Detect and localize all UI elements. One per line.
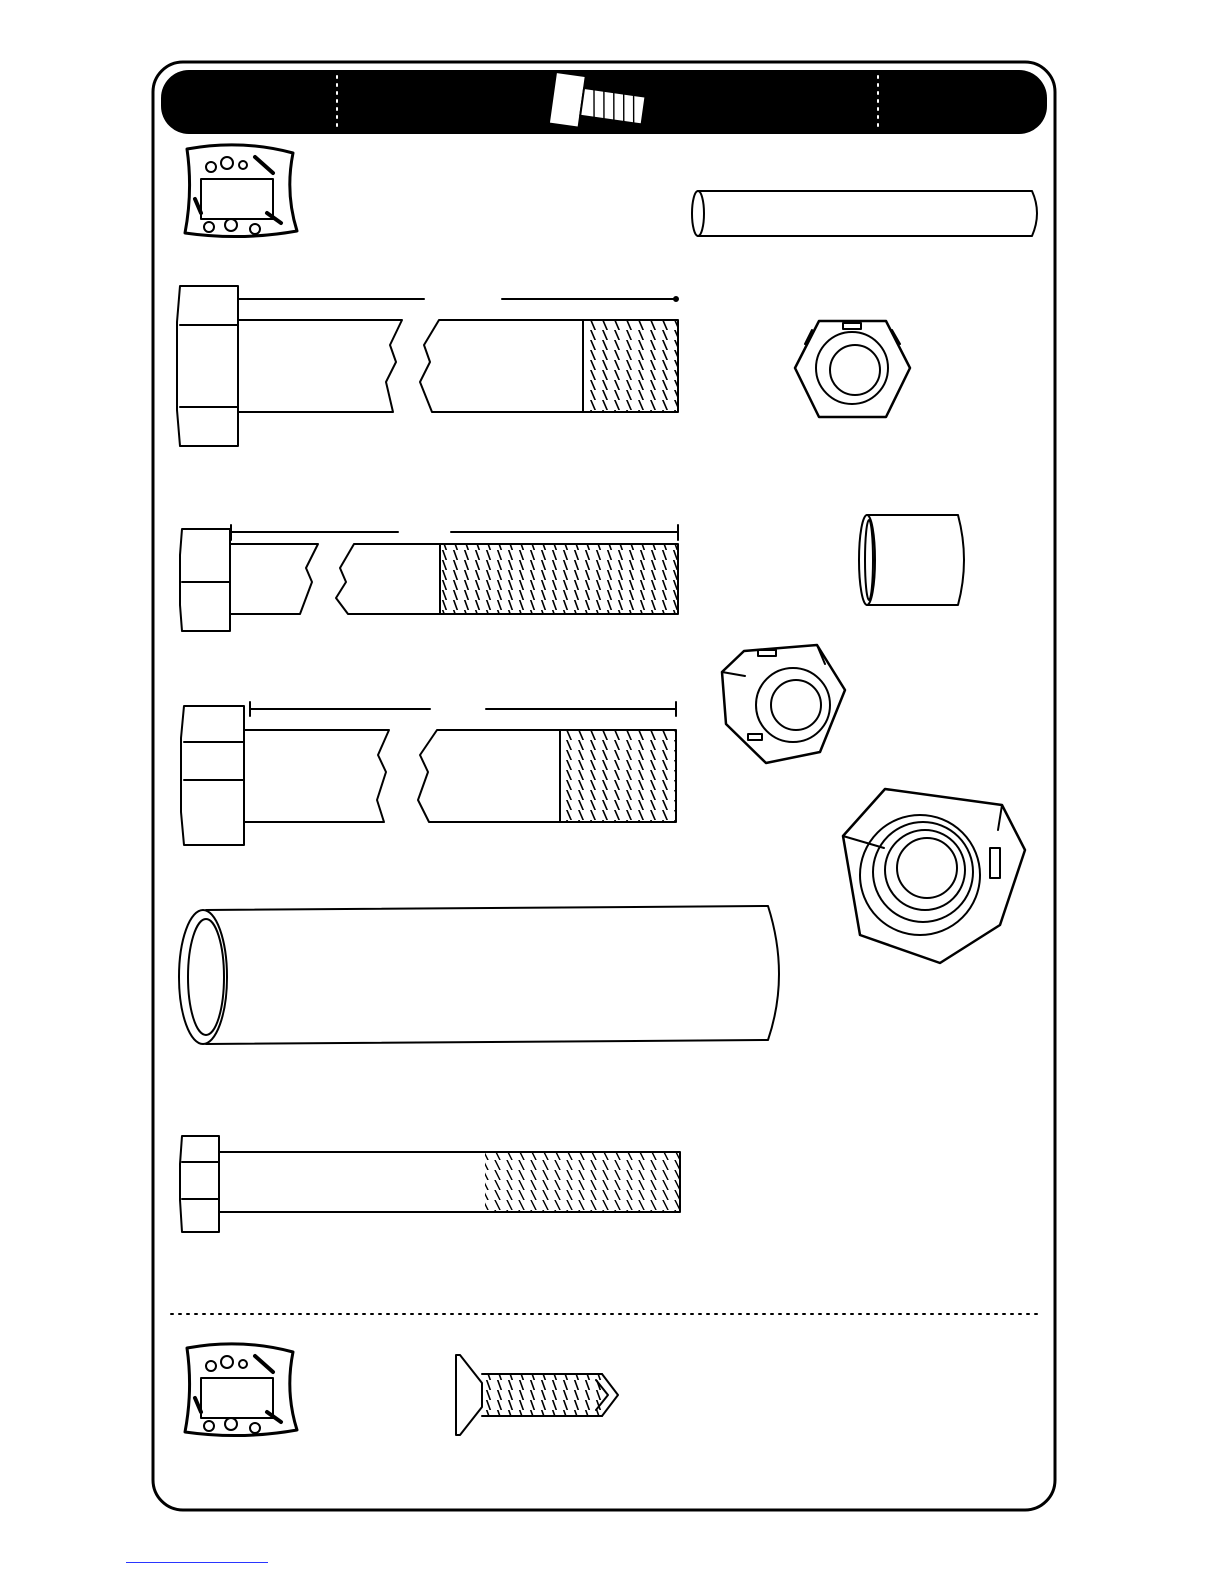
- hex-bolt-medium-icon: [180, 525, 678, 631]
- tube-icon: [179, 906, 779, 1044]
- hex-bolt-long-icon: [177, 286, 678, 446]
- header-bar: [161, 70, 1047, 136]
- large-lock-nut-icon: [843, 789, 1025, 963]
- footer-link-underline[interactable]: [126, 1562, 268, 1563]
- lock-nut-icon: [722, 645, 845, 763]
- hardware-bag-icon: [185, 145, 297, 237]
- hex-bolt-short-icon: [181, 702, 676, 845]
- rod-icon: [692, 191, 1037, 236]
- hex-bolt-full-icon: [180, 1136, 680, 1232]
- hex-nut-icon: [795, 321, 910, 417]
- spacer-sleeve-icon: [859, 515, 964, 605]
- self-drilling-screw-icon: [456, 1355, 618, 1435]
- hardware-bag-icon-2: [185, 1344, 297, 1436]
